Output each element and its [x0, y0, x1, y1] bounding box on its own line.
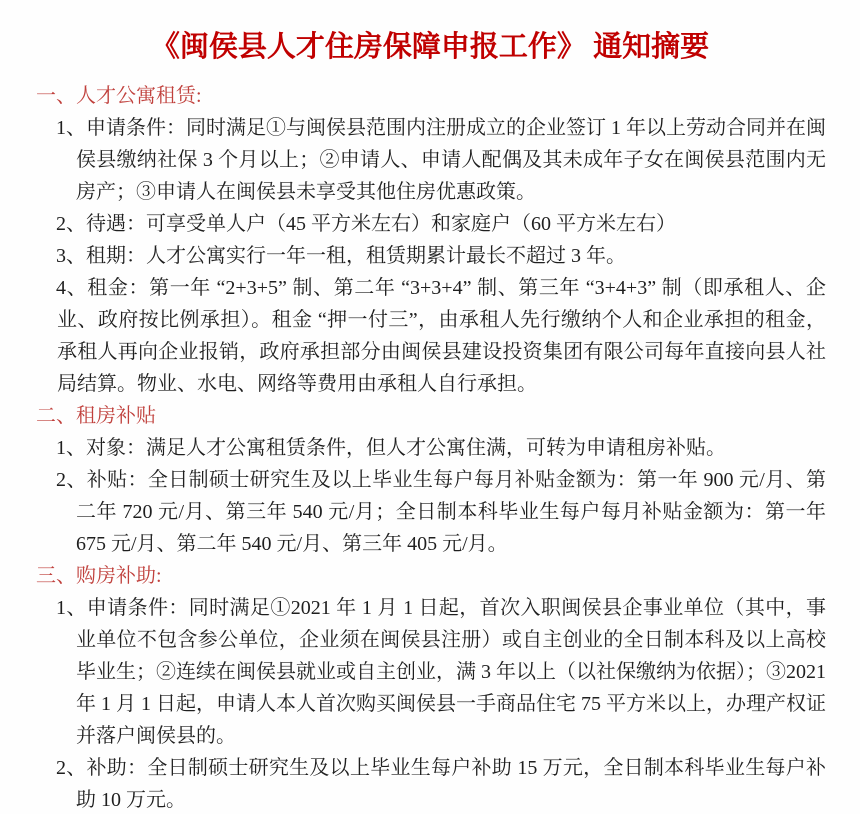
section-home-purchase-subsidy — [0, 560, 860, 814]
document-title: 《闽侯县人才住房保障申报工作》 通知摘要 — [150, 31, 710, 63]
document-body — [0, 80, 860, 814]
section-heading: 一、人才公寓租赁: — [36, 85, 202, 107]
section-talent-apartment-rental — [0, 80, 860, 400]
item-paragraph: 3、租期：人才公寓实行一年一租，租赁期累计最长不超过 3 年。 — [56, 245, 626, 267]
item-paragraph: 2、补贴：全日制硕士研究生及以上毕业生每户每月补贴金额为：第一年 900 元/月、第二年 720 元/月、第三年 540 元/月；全日制本科毕业生每户每月补贴金额为：第一年 675 元/月、第二年 540 元/月、第三年 405 元/月。 — [56, 469, 826, 555]
section-heading: 三、购房补助: — [36, 565, 162, 587]
item-paragraph: 2、待遇：可享受单人户（45 平方米左右）和家庭户（60 平方米左右） — [56, 213, 676, 235]
item-paragraph: 1、对象：满足人才公寓租赁条件，但人才公寓住满，可转为申请租房补贴。 — [56, 437, 726, 459]
item-paragraph: 1、申请条件：同时满足①与闽侯县范围内注册成立的企业签订 1 年以上劳动合同并在闽侯县缴纳社保 3 个月以上；②申请人、申请人配偶及其未成年子女在闽侯县范围内无房产；③申请人在闽侯县未享受其他住房优惠政策。 — [56, 117, 826, 203]
item-paragraph: 4、租金：第一年 “2+3+5” 制、第二年 “3+3+4” 制、第三年 “3+4+3” 制（即承租人、企业、政府按比例承担）。租金 “押一付三”，由承租人先行缴纳个人和企业承担的租金，承租人再向企业报销，政府承担部分由闽侯县建设投资集团有限公司每年直接向县人社局结算。物业、水电、网络等费用由承租人自行承担。 — [56, 277, 826, 395]
item-paragraph: 1、申请条件：同时满足①2021 年 1 月 1 日起，首次入职闽侯县企事业单位（其中，事业单位不包含参公单位，企业须在闽侯县注册）或自主创业的全日制本科及以上高校毕业生；②连续在闽侯县就业或自主创业，满 3 年以上（以社保缴纳为依据）；③2021 年 1 月 1 日起，申请人本人首次购买闽侯县一手商品住宅 75 平方米以上，办理产权证并落户闽侯县的。 — [56, 597, 826, 747]
item-paragraph: 2、补助：全日制硕士研究生及以上毕业生每户补助 15 万元，全日制本科毕业生每户补助 10 万元。 — [56, 757, 826, 811]
section-heading: 二、租房补贴 — [36, 405, 156, 427]
section-rent-subsidy — [0, 400, 860, 560]
